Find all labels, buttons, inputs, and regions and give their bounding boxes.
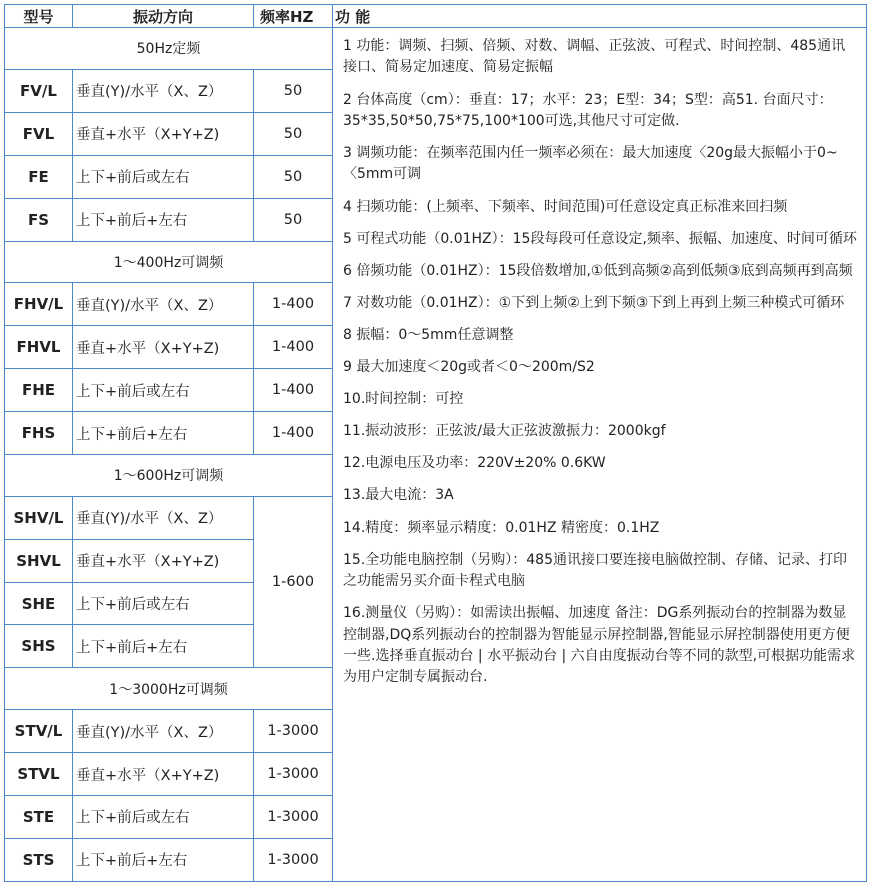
function-item: 10.时间控制：可控 <box>343 391 464 408</box>
model-cell: SHE <box>5 582 73 625</box>
group-title: 1～3000Hz可调频 <box>5 668 333 710</box>
header-model: 型号 <box>5 5 73 28</box>
group-title: 1～400Hz可调频 <box>5 241 333 283</box>
direction-cell: 上下+前后或左右 <box>73 155 254 198</box>
frequency-cell: 50 <box>254 112 333 155</box>
model-cell: SHVL <box>5 539 73 582</box>
model-cell: FVL <box>5 112 73 155</box>
direction-cell: 垂直+水平（X+Y+Z) <box>73 112 254 155</box>
spec-table-body <box>5 5 867 882</box>
direction-cell: 垂直(Y)/水平（X、Z） <box>73 496 254 539</box>
function-item: 9 最大加速度＜20g或者＜0～200m/S2 <box>343 359 595 376</box>
model-cell: FV/L <box>5 69 73 112</box>
model-cell: SHS <box>5 625 73 668</box>
function-list <box>333 28 867 882</box>
frequency-cell: 50 <box>254 198 333 241</box>
function-item: 13.最大电流：3A <box>343 487 454 504</box>
direction-cell: 垂直(Y)/水平（X、Z） <box>73 710 254 753</box>
frequency-cell: 1-400 <box>254 369 333 412</box>
model-cell: FS <box>5 198 73 241</box>
frequency-cell: 1-400 <box>254 326 333 369</box>
model-cell: STVL <box>5 753 73 796</box>
function-item: 5 可程式功能（0.01HZ）：15段每段可任意设定,频率、振幅、加速度、时间可循环 <box>343 230 857 247</box>
model-cell: FE <box>5 155 73 198</box>
function-item: 12.电源电压及功率：220V±20% 0.6KW <box>343 455 606 472</box>
header-frequency: 频率HZ <box>254 5 333 28</box>
function-item: 14.精度：频率显示精度：0.01HZ 精密度：0.1HZ <box>343 519 660 536</box>
header-row <box>5 5 867 28</box>
function-item: 1 功能：调频、扫频、倍频、对数、调幅、正弦波、可程式、时间控制、485通讯接口、简易定加速度、简易定振幅 <box>343 38 846 76</box>
model-cell: FHVL <box>5 326 73 369</box>
group-title: 1～600Hz可调频 <box>5 454 333 496</box>
group-title: 50Hz定频 <box>5 28 333 70</box>
frequency-cell: 50 <box>254 69 333 112</box>
frequency-cell: 1-400 <box>254 283 333 326</box>
direction-cell: 上下+前后或左右 <box>73 582 254 625</box>
function-item: 16.测量仪（另购）：如需读出振幅、加速度 备注：DG系列振动台的控制器为数显控制器,DQ系列振动台的控制器为智能显示屏控制器,智能显示屏控制器使用更方便一些.选择垂直振动台 | 水平振动台 | 六自由度振动台等不同的款型,可根据功能需求为用户定制专属振动台. <box>343 605 856 686</box>
function-item: 15.全功能电脑控制（另购）：485通讯接口要连接电脑做控制、存储、记录、打印之功能需另买介面卡程式电脑 <box>343 551 847 590</box>
function-item: 11.振动波形：正弦波/最大正弦波激振力：2000kgf <box>343 423 666 440</box>
direction-cell: 垂直+水平（X+Y+Z) <box>73 753 254 796</box>
model-cell: FHV/L <box>5 283 73 326</box>
group-row <box>5 28 867 70</box>
spec-table <box>4 4 867 882</box>
model-cell: STE <box>5 795 73 838</box>
direction-cell: 垂直(Y)/水平（X、Z） <box>73 69 254 112</box>
function-item: 8 振幅：0～5mm任意调整 <box>343 326 514 343</box>
direction-cell: 上下+前后或左右 <box>73 369 254 412</box>
model-cell: FHE <box>5 369 73 412</box>
function-item: 7 对数功能（0.01HZ）：①下到上频②上到下频③下到上再到上频三种模式可循环 <box>343 294 845 311</box>
frequency-cell: 1-3000 <box>254 838 333 881</box>
direction-cell: 上下+前后+左右 <box>73 198 254 241</box>
direction-cell: 垂直+水平（X+Y+Z) <box>73 326 254 369</box>
frequency-cell: 50 <box>254 155 333 198</box>
direction-cell: 垂直+水平（X+Y+Z) <box>73 539 254 582</box>
direction-cell: 垂直(Y)/水平（X、Z） <box>73 283 254 326</box>
function-item: 3 调频功能：在频率范围内任一频率必须在：最大加速度〈20g最大振幅小于0~〈5mm可调 <box>343 145 838 183</box>
model-cell: SHV/L <box>5 496 73 539</box>
direction-cell: 上下+前后或左右 <box>73 795 254 838</box>
model-cell: STV/L <box>5 710 73 753</box>
header-direction: 振动方向 <box>73 5 254 28</box>
function-item: 6 倍频功能（0.01HZ）：15段倍数增加,①低到高频②高到低频③底到高频再到高频 <box>343 262 853 279</box>
frequency-cell: 1-3000 <box>254 710 333 753</box>
frequency-cell: 1-3000 <box>254 753 333 796</box>
direction-cell: 上下+前后+左右 <box>73 625 254 668</box>
frequency-cell: 1-600 <box>254 496 333 668</box>
function-item: 4 扫频功能：(上频率、下频率、时间范围)可任意设定真正标准来回扫频 <box>343 198 788 215</box>
frequency-cell: 1-400 <box>254 412 333 455</box>
direction-cell: 上下+前后+左右 <box>73 838 254 881</box>
model-cell: STS <box>5 838 73 881</box>
function-item: 2 台体高度（cm）：垂直：17；水平：23；E型：34；S型：高51. 台面尺寸：35*35,50*50,75*75,100*100可选,其他尺寸可定做. <box>343 91 833 129</box>
header-function: 功 能 <box>333 5 867 28</box>
frequency-cell: 1-3000 <box>254 795 333 838</box>
direction-cell: 上下+前后+左右 <box>73 412 254 455</box>
model-cell: FHS <box>5 412 73 455</box>
